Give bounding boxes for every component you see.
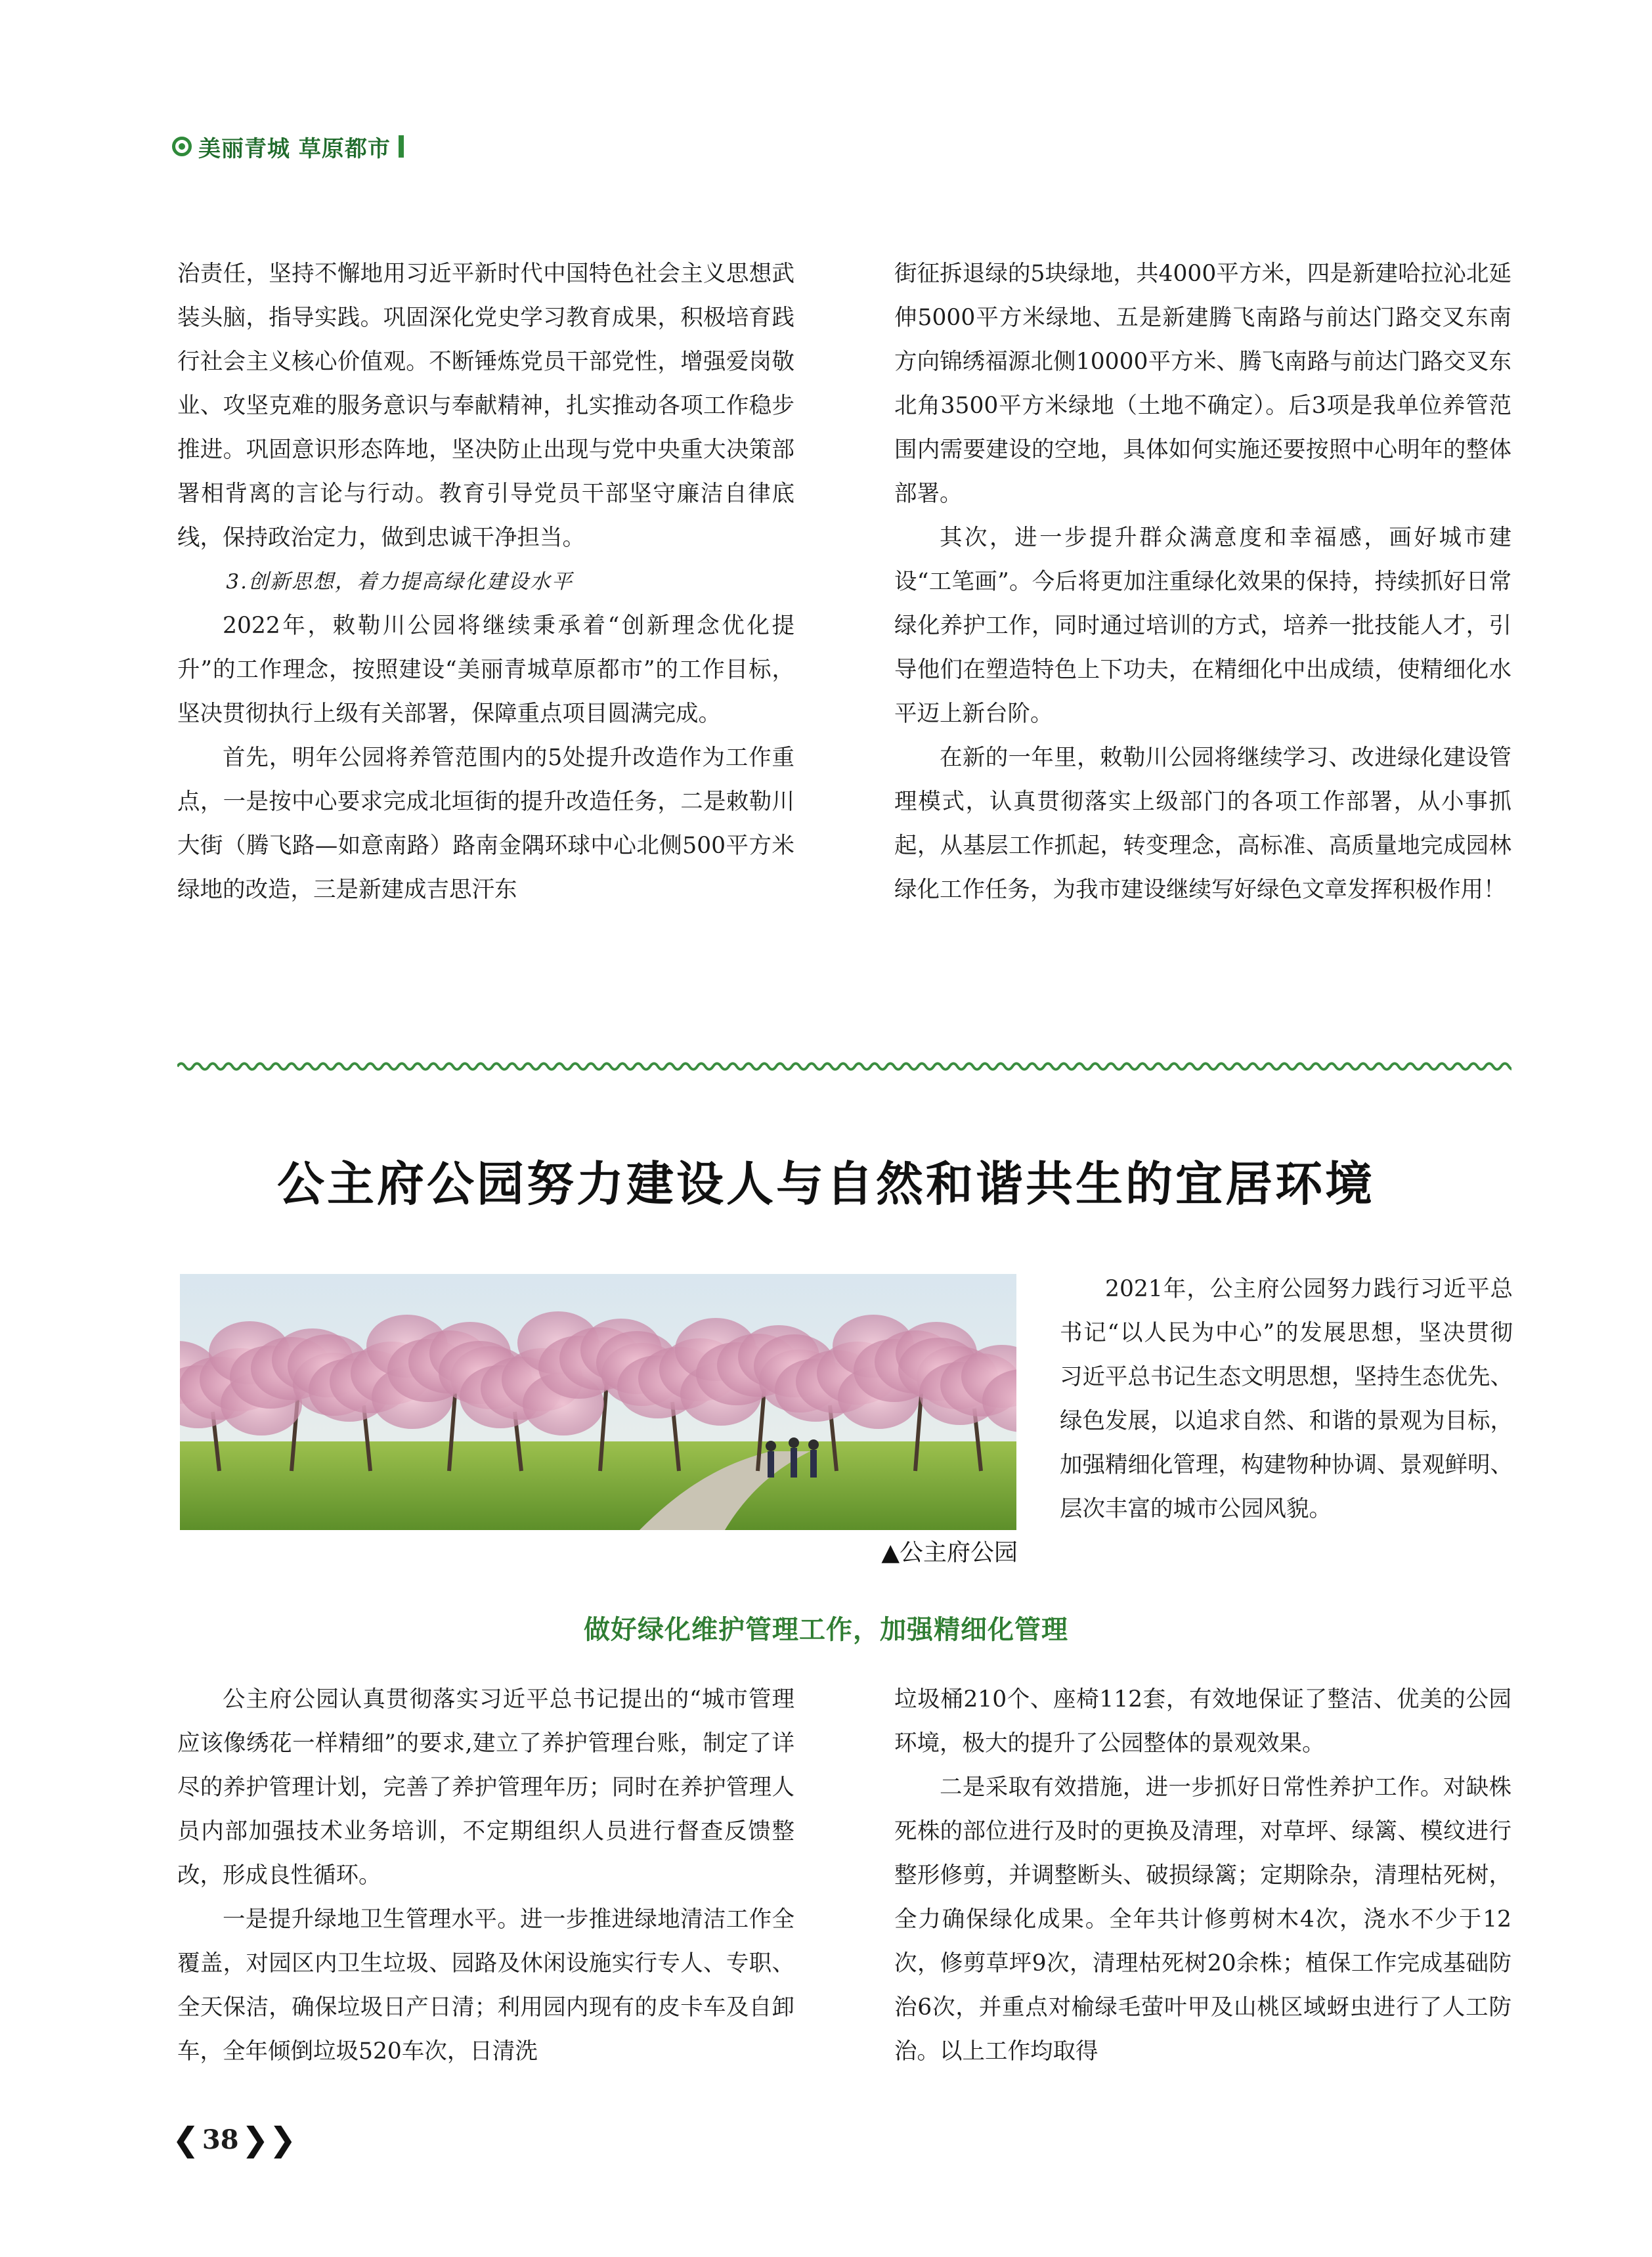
paragraph: 治责任，坚持不懈地用习近平新时代中国特色社会主义思想武装头脑，指导实践。巩固深化党史学习教育成果，积极培育践行社会主义核心价值观。不断锤炼党员干部党性，增强爱岗敬业、攻坚克难的服务意识与奉献精神，扎实推动各项工作稳步推进。巩固意识形态阵地，坚决防止出现与党中央重大决策部署相背离的言论与行动。教育引导党员干部坚守廉洁自律底线，保持政治定力，做到忠诚干净担当。: [177, 261, 794, 551]
section-subheading: 3.创新思想，着力提高绿化建设水平: [226, 570, 573, 594]
park-photo: [180, 1274, 1016, 1530]
circle-logo-icon: [172, 137, 192, 156]
top-right-column: [894, 252, 1511, 912]
bottom-left-column: [177, 1678, 794, 2074]
article-title: 公主府公园努力建设人与自然和谐共生的宜居环境: [276, 1156, 1375, 1212]
bottom-right-column: [894, 1678, 1511, 2074]
page-number: 38: [202, 2124, 239, 2155]
chevron-left-icon: ❮: [172, 2120, 200, 2158]
paragraph: 其次，进一步提升群众满意度和幸福感，画好城市建设“工笔画”。今后将更加注重绿化效果的保持，持续抓好日常绿化养护工作，同时通过培训的方式，培养一批技能人才，引导他们在塑造特色上下功夫，在精细化中出成绩，使精细化水平迈上新台阶。: [894, 525, 1511, 727]
header-title: 美丽青城 草原都市: [198, 135, 391, 162]
header-bar-decoration: [399, 135, 404, 158]
paragraph: 在新的一年里，敕勒川公园将继续学习、改进绿化建设管理模式，认真贯彻落实上级部门的各项工作部署，从小事抓起，从基层工作抓起，转变理念，高标准、高质量地完成园林绿化工作任务，为我市建设继续写好绿色文章发挥积极作用！: [894, 745, 1511, 903]
page-number-box: [172, 2121, 296, 2158]
paragraph: 首先，明年公园将养管范围内的5处提升改造作为工作重点，一是按中心要求完成北垣街的提升改造任务，二是敕勒川大街（腾飞路—如意南路）路南金隅环球中心北侧500平方米绿地的改造，三是新建成吉思汗东: [177, 745, 794, 903]
photo-caption: ▲公主府公园: [881, 1539, 1018, 1566]
wavy-divider: [177, 1059, 1511, 1074]
running-header: [172, 130, 404, 163]
paragraph: 一是提升绿地卫生管理水平。进一步推进绿地清洁工作全覆盖，对园区内卫生垃圾、园路及休闲设施实行专人、专职、全天保洁，确保垃圾日产日清；利用园内现有的皮卡车及自卸车，全年倾倒垃圾520车次，日清洗: [177, 1906, 794, 2065]
paragraph: 2022年，敕勒川公园将继续秉承着“创新理念优化提升”的工作理念，按照建设“美丽青城草原都市”的工作目标，坚决贯彻执行上级有关部署，保障重点项目圆满完成。: [177, 613, 794, 727]
section-subtitle: 做好绿化维护管理工作，加强精细化管理: [584, 1615, 1068, 1645]
paragraph: 街征拆退绿的5块绿地，共4000平方米，四是新建哈拉沁北延伸5000平方米绿地、五是新建腾飞南路与前达门路交叉东南方向锦绣福源北侧10000平方米、腾飞南路与前达门路交叉东北角3500平方米绿地（土地不确定）。后3项是我单位养管范围内需要建设的空地，具体如何实施还要按照中心明年的整体部署。: [894, 261, 1511, 507]
intro-column: [1060, 1267, 1513, 1531]
top-left-column: [177, 252, 794, 912]
paragraph: 垃圾桶210个、座椅112套，有效地保证了整洁、优美的公园环境，极大的提升了公园整体的景观效果。: [894, 1686, 1511, 1757]
paragraph: 二是采取有效措施，进一步抓好日常性养护工作。对缺株死株的部位进行及时的更换及清理，对草坪、绿篱、模纹进行整形修剪，并调整断头、破损绿篱；定期除杂，清理枯死树，全力确保绿化成果。全年共计修剪树木4次，浇水不少于12次，修剪草坪9次，清理枯死树20余株；植保工作完成基础防治6次，并重点对榆绿毛萤叶甲及山桃区域蚜虫进行了人工防治。以上工作均取得: [894, 1774, 1511, 2065]
chevron-right-icon: ❯❯: [241, 2120, 297, 2158]
paragraph: 2021年，公主府公园努力践行习近平总书记“以人民为中心”的发展思想，坚决贯彻习近平总书记生态文明思想，坚持生态优先、绿色发展，以追求自然、和谐的景观为目标，加强精细化管理，构建物种协调、景观鲜明、层次丰富的城市公园风貌。: [1060, 1276, 1513, 1522]
paragraph: 公主府公园认真贯彻落实习近平总书记提出的“城市管理应该像绣花一样精细”的要求,建立了养护管理台账，制定了详尽的养护管理计划，完善了养护管理年历；同时在养护管理人员内部加强技术业务培训，不定期组织人员进行督查反馈整改，形成良性循环。: [177, 1686, 794, 1889]
